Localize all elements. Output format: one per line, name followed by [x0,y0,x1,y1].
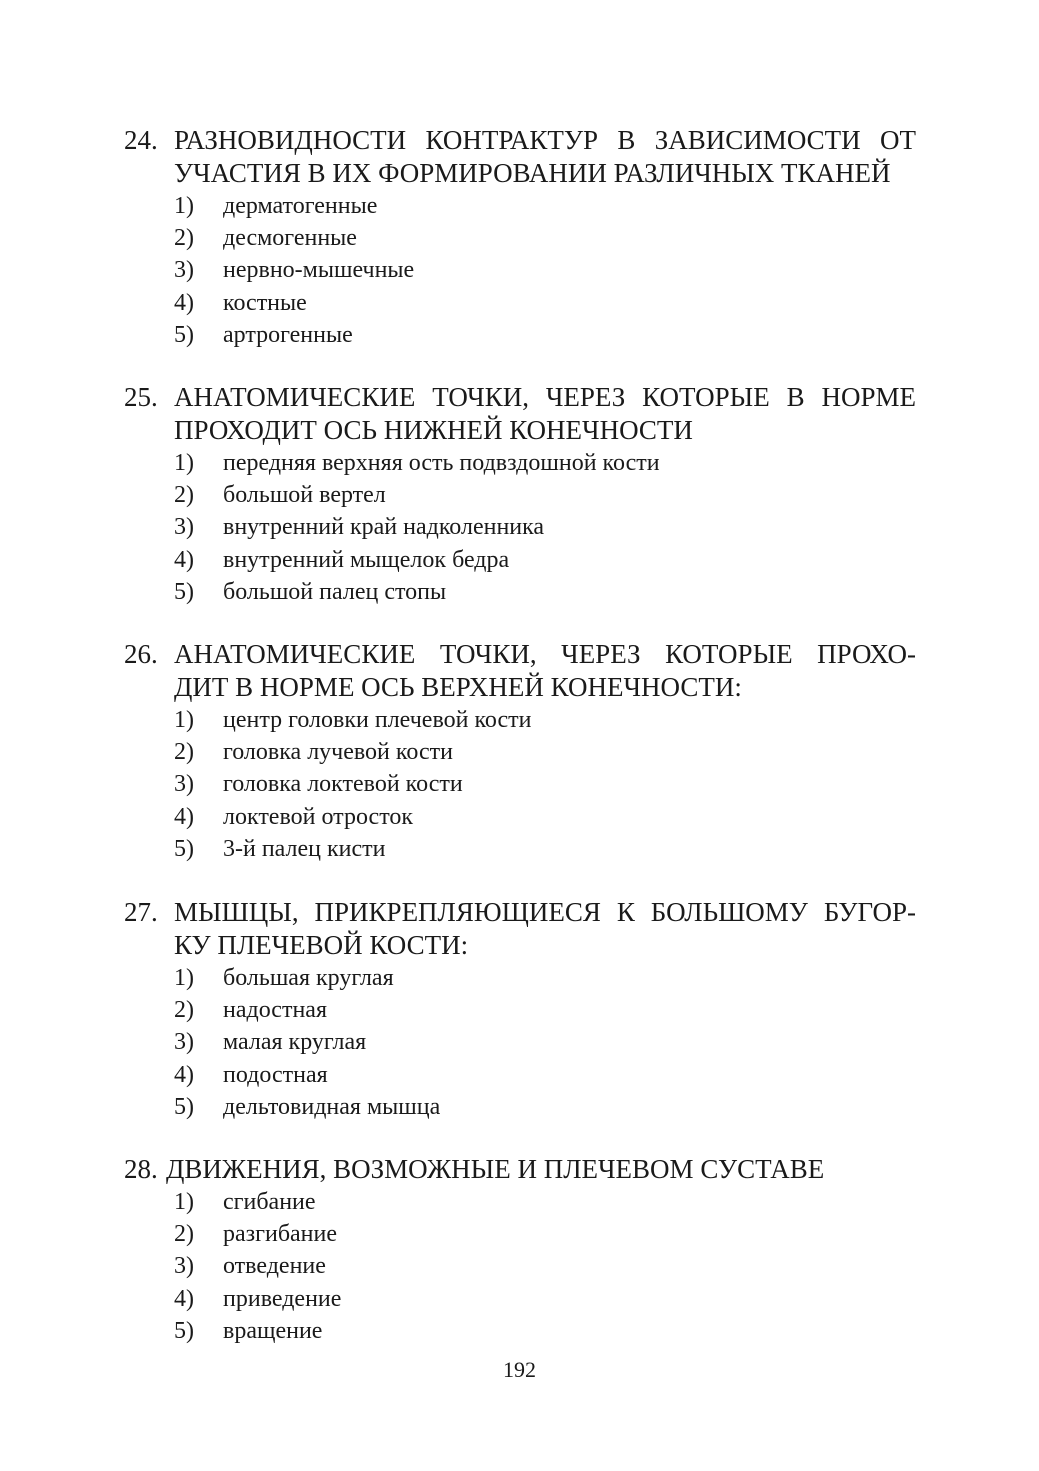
answer-option [174,222,916,254]
question-text-line: ДИТ В НОРМЕ ОСЬ ВЕРХНЕЙ КОНЕЧНОСТИ: [174,672,742,702]
question-heading [124,896,916,962]
option-text: большой палец стопы [223,578,447,605]
question-heading [124,1153,916,1186]
question-text [174,381,916,447]
option-text: сгибание [223,1189,316,1215]
option-number: 5) [174,1093,194,1120]
answer-options [174,704,916,865]
option-text: головка лучевой кости [223,739,453,766]
answer-option [174,319,916,351]
option-text: костные [223,289,307,316]
question-number: 25. [124,382,158,412]
answer-option [174,447,916,479]
question-text-line: АНАТОМИЧЕСКИЕ ТОЧКИ, ЧЕРЕЗ КОТОРЫЕ В НОРМЕ [174,382,916,412]
option-text: вращение [223,1317,323,1344]
question-text [174,124,916,190]
option-number: 1) [174,707,194,733]
answer-option [174,1250,916,1282]
question-25 [124,381,916,608]
answer-option [174,1218,916,1250]
answer-option [174,544,916,576]
option-text: малая круглая [223,1029,367,1056]
option-number: 5) [174,578,194,605]
option-number: 4) [174,546,194,573]
answer-option [174,479,916,511]
answer-option [174,287,916,319]
question-text-line: РАЗНОВИДНОСТИ КОНТРАКТУР В ЗАВИСИМОСТИ ОТ [174,125,916,155]
option-number: 2) [174,997,194,1024]
option-number: 2) [174,1221,194,1248]
option-text: внутренний мыщелок бедра [223,546,510,573]
question-number: 24. [124,125,158,155]
option-number: 3) [174,514,194,541]
option-number: 3) [174,771,194,798]
question-text [174,638,916,704]
option-number: 3) [174,1253,194,1280]
option-text: 3-й палец кисти [223,835,386,862]
answer-option [174,801,916,833]
question-26 [124,638,916,865]
option-text: центр головки плечевой кости [223,707,532,733]
option-number: 5) [174,835,194,862]
answer-option [174,1059,916,1091]
question-number: 27. [124,897,158,927]
answer-option [174,994,916,1026]
answer-option [174,254,916,286]
option-text: передняя верхняя ость подвздошной кости [223,450,660,476]
option-number: 1) [174,193,194,219]
page-number: 192 [503,1357,536,1382]
option-number: 3) [174,257,194,284]
option-number: 1) [174,1189,194,1215]
question-text-line: УЧАСТИЯ В ИХ ФОРМИРОВАНИИ РАЗЛИЧНЫХ ТКАНЕЙ [174,158,891,188]
option-text: большой вертел [223,482,386,509]
option-number: 2) [174,482,194,509]
option-number: 2) [174,739,194,766]
answer-option [174,1186,916,1218]
option-number: 4) [174,803,194,830]
answer-option [174,1283,916,1315]
question-number: 26. [124,639,158,669]
question-text-line: ДВИЖЕНИЯ, ВОЗМОЖНЫЕ И ПЛЕЧЕВОМ СУСТАВЕ [166,1154,825,1184]
question-27 [124,896,916,1123]
answer-option [174,962,916,994]
answer-options [174,962,916,1123]
option-number: 4) [174,1285,194,1312]
answer-option [174,1026,916,1058]
question-number: 28. [124,1154,158,1184]
question-text [166,1153,916,1186]
answer-option [174,704,916,736]
option-number: 5) [174,321,194,348]
option-text: внутренний край надколенника [223,514,545,541]
answer-options [174,1186,916,1347]
option-number: 1) [174,450,194,476]
answer-option [174,768,916,800]
option-number: 4) [174,1061,194,1088]
option-number: 5) [174,1317,194,1344]
option-text: приведение [223,1285,342,1312]
question-heading [124,124,916,190]
option-number: 4) [174,289,194,316]
question-heading [124,638,916,704]
option-text: головка локтевой кости [223,771,463,798]
answer-option [174,736,916,768]
option-text: большая круглая [223,965,394,991]
option-text: локтевой отросток [223,803,414,830]
question-text-line: ПРОХОДИТ ОСЬ НИЖНЕЙ КОНЕЧНОСТИ [174,415,693,445]
option-number: 2) [174,225,194,252]
question-text-line: КУ ПЛЕЧЕВОЙ КОСТИ: [174,930,469,960]
option-text: артрогенные [223,321,353,348]
option-text: дельтовидная мышца [223,1093,441,1120]
question-text-line: МЫШЦЫ, ПРИКРЕПЛЯЮЩИЕСЯ К БОЛЬШОМУ БУГОР- [174,897,916,927]
answer-option [174,1091,916,1123]
option-number: 1) [174,965,194,991]
option-text: отведение [223,1253,326,1280]
question-text [174,896,916,962]
option-text: дерматогенные [223,193,378,219]
question-28 [124,1153,916,1347]
option-number: 3) [174,1029,194,1056]
answer-options [174,447,916,608]
option-text: надостная [223,997,327,1024]
answer-option [174,1315,916,1347]
question-heading [124,381,916,447]
answer-option [174,576,916,608]
option-text: подостная [223,1061,328,1088]
option-text: нервно-мышечные [223,257,415,284]
answer-option [174,190,916,222]
option-text: десмогенные [223,225,357,252]
answer-option [174,833,916,865]
option-text: разгибание [223,1221,338,1248]
answer-option [174,511,916,543]
answer-options [174,190,916,351]
question-24 [124,124,916,351]
question-text-line: АНАТОМИЧЕСКИЕ ТОЧКИ, ЧЕРЕЗ КОТОРЫЕ ПРОХО- [174,639,916,669]
